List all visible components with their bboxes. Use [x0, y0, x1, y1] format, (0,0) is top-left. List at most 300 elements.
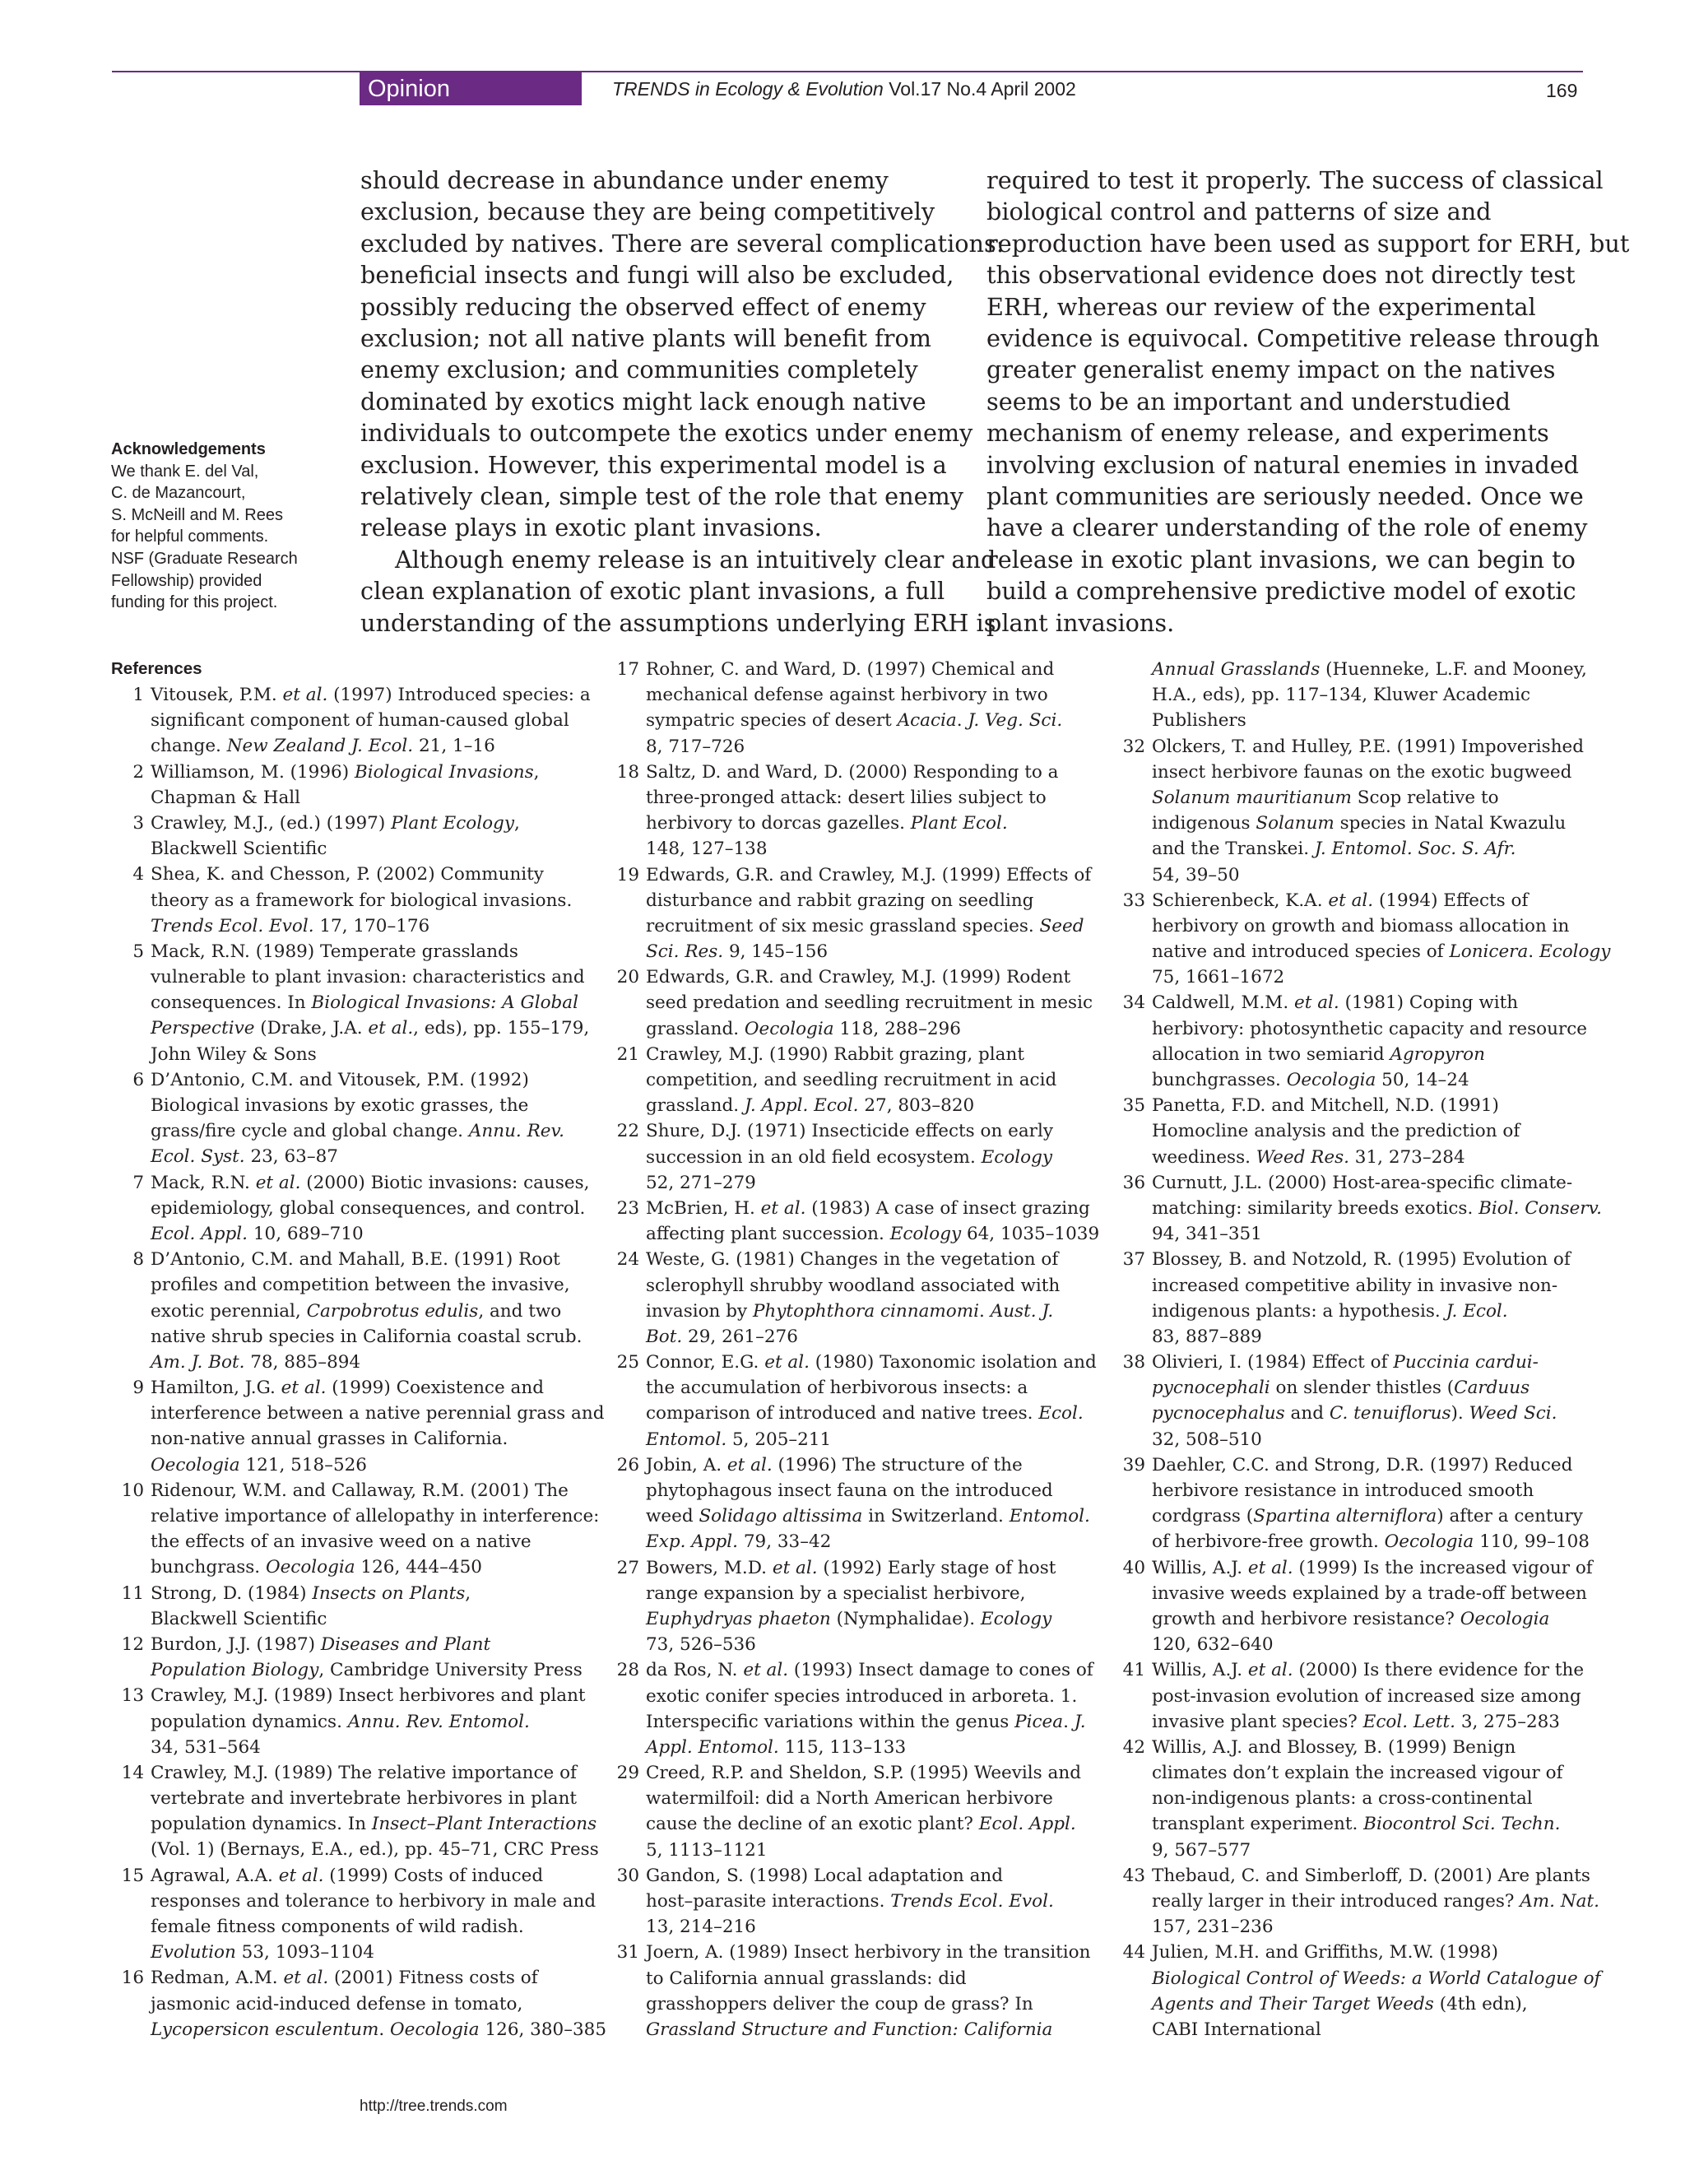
reference-text: bunchgrasses. Oecologia 50, 14–24: [1152, 1070, 1469, 1090]
reference-line: [613, 785, 1099, 811]
reference-text: host–parasite interactions. Trends Ecol. Evol.: [646, 1891, 1054, 1912]
reference-line: [1119, 1042, 1610, 1067]
reference-text: and the Transkei. J. Entomol. Soc. S. Afr.: [1152, 839, 1516, 860]
body-line: exclusion, because they are being competitively: [360, 197, 935, 226]
reference-line: [613, 1889, 1099, 1914]
reference-number: 4: [132, 864, 144, 885]
body-line: Although enemy release is an intuitively clear and: [395, 545, 996, 574]
reference-number: 20: [616, 967, 639, 988]
reference-text: jasmonic acid-induced defense in tomato,: [151, 1993, 523, 2014]
reference-line: [1119, 1427, 1610, 1452]
body-column-right: [986, 165, 1630, 639]
reference-text: Chapman & Hall: [151, 787, 301, 808]
reference-line: [613, 1606, 1099, 1632]
body-line: excluded by natives. There are several complications:: [360, 229, 1005, 258]
reference-text: sclerophyll shrubby woodland associated with: [646, 1275, 1061, 1296]
reference-line: [613, 2017, 1099, 2042]
journal-name: TRENDS in Ecology & Evolution: [612, 78, 884, 100]
reference-text: Annual Grasslands (Huenneke, L.F. and Mooney,: [1152, 659, 1587, 680]
reference-text: non-indigenous plants: a cross-continental: [1152, 1788, 1533, 1810]
reference-text: D’Antonio, C.M. and Vitousek, P.M. (1992): [151, 1069, 529, 1090]
reference-line: [111, 1940, 606, 1965]
reference-line: [1119, 862, 1610, 888]
references-column-3: [1119, 657, 1610, 2042]
reference-text: Vitousek, P.M. et al. (1997) Introduced species: a: [151, 685, 591, 705]
reference-line: [1119, 939, 1610, 964]
body-line: exclusion. However, this experimental model is a: [360, 450, 947, 479]
reference-text: significant component of human-caused global: [151, 710, 569, 732]
reference-line: [613, 1427, 1099, 1452]
reference-text: Burdon, J.J. (1987) Diseases and Plant: [151, 1633, 491, 1655]
reference-line: [111, 1221, 606, 1247]
reference-text: Schierenbeck, K.A. et al. (1994) Effects of: [1152, 890, 1529, 911]
reference-text: epidemiology, global consequences, and control.: [151, 1197, 586, 1219]
reference-text: relative importance of allelopathy in interference:: [151, 1506, 600, 1526]
reference-number: 35: [1122, 1095, 1145, 1117]
reference-text: Hamilton, J.G. et al. (1999) Coexistence and: [151, 1378, 544, 1399]
reference-text: 94, 341–351: [1152, 1224, 1262, 1245]
reference-line: [1119, 760, 1610, 785]
reference-text: grass/fire cycle and global change. Annu. Rev.: [151, 1121, 564, 1142]
reference-text: Olckers, T. and Hulley, P.E. (1991) Impoverished: [1152, 736, 1585, 757]
reference-number: 34: [1122, 992, 1145, 1014]
reference-line: [613, 1735, 1099, 1760]
reference-item: [613, 1940, 1099, 1965]
reference-item: [613, 1657, 1099, 1683]
reference-number: 22: [616, 1121, 639, 1142]
reference-text: invasion by Phytophthora cinnamomi. Aust. J.: [646, 1300, 1054, 1322]
body-line: possibly reducing the observed effect of enemy: [360, 292, 926, 321]
reference-text: Agents and Their Target Weeds (4th edn),: [1152, 1993, 1528, 2014]
reference-line: [613, 1709, 1099, 1735]
reference-line: [613, 1478, 1099, 1503]
reference-line: [1119, 1966, 1610, 1991]
reference-item: [613, 1452, 1099, 1478]
reference-number: 2: [132, 761, 144, 783]
reference-line: [613, 1503, 1099, 1529]
reference-item: [1119, 1555, 1610, 1581]
reference-text: cordgrass (Spartina alterniflora) after a century: [1152, 1506, 1583, 1527]
reference-line: [1119, 1991, 1610, 2017]
reference-number: 16: [121, 1968, 144, 1989]
reference-line: [111, 1709, 606, 1735]
reference-text: exotic conifer species introduced in arboreta. 1.: [646, 1685, 1078, 1707]
reference-text: Am. J. Bot. 78, 885–894: [151, 1351, 361, 1373]
reference-text: herbivore resistance in introduced smooth: [1152, 1480, 1534, 1501]
reference-text: Panetta, F.D. and Mitchell, N.D. (1991): [1152, 1095, 1499, 1117]
reference-text: Williamson, M. (1996) Biological Invasions,: [151, 761, 540, 783]
body-line: reproduction have been used as support for ERH, but: [986, 229, 1630, 258]
reference-text: (Vol. 1) (Bernays, E.A., ed.), pp. 45–71, CRC Press: [151, 1839, 599, 1861]
reference-line: [613, 990, 1099, 1015]
reference-text: change. New Zealand J. Ecol. 21, 1–16: [151, 736, 495, 757]
reference-text: CABI International: [1152, 2019, 1321, 2040]
reference-number: 21: [616, 1043, 639, 1065]
acknowledgements-line: We thank E. del Val,: [111, 462, 259, 481]
reference-text: Blossey, B. and Notzold, R. (1995) Evolution of: [1152, 1249, 1571, 1271]
reference-line: [1119, 1811, 1610, 1837]
reference-number: 31: [616, 1942, 639, 1963]
reference-text: 148, 127–138: [646, 839, 768, 860]
body-line: greater generalist enemy impact on the natives: [986, 355, 1556, 384]
reference-item: [1119, 734, 1610, 760]
reference-line: [111, 1272, 606, 1298]
reference-text: range expansion by a specialist herbivore,: [646, 1582, 1026, 1604]
reference-text: 13, 214–216: [646, 1917, 756, 1938]
reference-line: [613, 1067, 1099, 1093]
reference-line: [111, 1735, 606, 1760]
reference-item: [111, 760, 606, 785]
reference-line: [613, 913, 1099, 939]
section-tag: Opinion: [360, 72, 582, 105]
reference-line: [1119, 1273, 1610, 1299]
reference-text: Edwards, G.R. and Crawley, M.J. (1999) Rodent: [646, 967, 1071, 988]
reference-text: profiles and competition between the invasive,: [151, 1275, 570, 1296]
reference-line: [613, 1093, 1099, 1118]
footer-url: http://tree.trends.com: [360, 2098, 508, 2115]
reference-text: Oecologia 121, 518–526: [151, 1454, 367, 1475]
reference-number: 38: [1122, 1352, 1145, 1373]
reference-line: [1119, 1016, 1610, 1042]
reference-text: bunchgrass. Oecologia 126, 444–450: [151, 1557, 482, 1578]
body-line: mechanism of enemy release, and experiments: [986, 419, 1549, 448]
reference-number: 8: [132, 1249, 144, 1271]
reference-line: [1119, 1118, 1610, 1144]
reference-text: herbivory: photosynthetic capacity and resource: [1152, 1018, 1587, 1039]
reference-text: indigenous Solanum species in Natal Kwazulu: [1152, 813, 1567, 834]
reference-text: Willis, A.J. et al. (1999) Is the increased vigour of: [1152, 1557, 1593, 1578]
reference-text: climates don’t explain the increased vigour of: [1152, 1763, 1563, 1784]
reference-text: post-invasion evolution of increased size among: [1152, 1685, 1581, 1707]
body-line: release plays in exotic plant invasions.: [360, 513, 822, 542]
reference-text: Redman, A.M. et al. (2001) Fitness costs of: [151, 1968, 538, 1989]
reference-line: [111, 1657, 606, 1683]
reference-line: [1119, 1401, 1610, 1426]
reference-line: [613, 1299, 1099, 1324]
reference-text: 120, 632–640: [1152, 1634, 1274, 1656]
reference-text: insect herbivore faunas on the exotic bugweed: [1152, 761, 1572, 783]
reference-text: herbivory to dorcas gazelles. Plant Ecol.: [646, 813, 1008, 834]
reference-text: Weste, G. (1981) Changes in the vegetation of: [646, 1249, 1059, 1271]
reference-line: [613, 1375, 1099, 1401]
reference-item: [111, 1581, 606, 1606]
acknowledgements-heading: Acknowledgements: [111, 440, 266, 458]
reference-number: 5: [132, 941, 144, 962]
reference-item: [613, 964, 1099, 990]
reference-item: [1119, 1170, 1610, 1196]
reference-number: 19: [616, 864, 639, 885]
body-line: plant communities are seriously needed. Once we: [986, 482, 1584, 511]
reference-line: [1119, 1196, 1610, 1221]
reference-text: affecting plant succession. Ecology 64, 1035–1039: [646, 1224, 1100, 1245]
reference-line: [613, 734, 1099, 760]
reference-text: really larger in their introduced ranges? Am. Nat.: [1152, 1891, 1599, 1912]
reference-line: [1119, 1299, 1610, 1324]
reference-line: [613, 1401, 1099, 1426]
acknowledgements-line: C. de Mazancourt,: [111, 484, 246, 503]
reference-text: invasive weeds explained by a trade-off between: [1152, 1582, 1587, 1604]
reference-line: [1119, 1684, 1610, 1709]
reference-item: [111, 1170, 606, 1196]
reference-item: [613, 1196, 1099, 1221]
reference-text: 75, 1661–1672: [1152, 967, 1285, 988]
reference-text: herbivory on growth and biomass allocation in: [1152, 915, 1570, 936]
reference-number: 15: [121, 1865, 144, 1886]
body-line: relatively clean, simple test of the role that enemy: [360, 482, 963, 511]
reference-number: 39: [1122, 1454, 1145, 1475]
reference-text: mechanical defense against herbivory in two: [646, 685, 1048, 706]
reference-text: 54, 39–50: [1152, 864, 1240, 885]
reference-text: Biological invasions by exotic grasses, the: [151, 1095, 529, 1116]
reference-text: Entomol. 5, 205–211: [646, 1429, 832, 1450]
reference-line: [111, 1786, 606, 1811]
reference-line: [613, 1838, 1099, 1863]
reference-number: 24: [616, 1249, 639, 1271]
reference-item: [613, 1042, 1099, 1067]
header-rule: [112, 71, 1583, 72]
reference-item: [613, 1247, 1099, 1272]
reference-line: [613, 1786, 1099, 1811]
reference-text: Grassland Structure and Function: California: [646, 2019, 1053, 2040]
reference-text: female fitness components of wild radish.: [151, 1917, 524, 1937]
reference-text: Caldwell, M.M. et al. (1981) Coping with: [1152, 992, 1519, 1014]
reference-item: [613, 760, 1099, 785]
reference-text: pycnocephali on slender thistles (Carduus: [1152, 1378, 1530, 1399]
acknowledgements-line: NSF (Graduate Research: [111, 549, 298, 568]
body-line: this observational evidence does not directly test: [986, 261, 1576, 290]
reference-number: 37: [1122, 1249, 1145, 1271]
reference-text: pycnocephalus and C. tenuiflorus). Weed Sci.: [1152, 1403, 1557, 1424]
reference-line: [1119, 1529, 1610, 1554]
reference-text: the effects of an invasive weed on a native: [151, 1531, 531, 1553]
reference-item: [111, 862, 606, 887]
reference-text: Homocline analysis and the prediction of: [1152, 1121, 1520, 1142]
page-number: 169: [1546, 80, 1578, 101]
reference-text: native shrub species in California coastal scrub.: [151, 1326, 583, 1347]
reference-line: [111, 1811, 606, 1837]
reference-text: Creed, R.P. and Sheldon, S.P. (1995) Weevils and: [646, 1763, 1081, 1784]
reference-text: Saltz, D. and Ward, D. (2000) Responding to a: [646, 761, 1059, 783]
reference-text: weediness. Weed Res. 31, 273–284: [1152, 1146, 1465, 1168]
acknowledgements-line: Fellowship) provided: [111, 571, 262, 590]
reference-line: [111, 1452, 606, 1478]
reference-text: competition, and seedling recruitment in acid: [646, 1070, 1057, 1090]
reference-text: Ecol. Appl. 10, 689–710: [151, 1223, 364, 1244]
reference-number: 1: [132, 685, 144, 705]
reference-line: [111, 1118, 606, 1144]
reference-text: Trends Ecol. Evol. 17, 170–176: [151, 915, 430, 936]
reference-line: [111, 1401, 606, 1426]
reference-text: Edwards, G.R. and Crawley, M.J. (1999) Effects of: [646, 864, 1092, 885]
reference-item: [1119, 1863, 1610, 1889]
reference-number: 23: [616, 1197, 639, 1219]
journal-issue: Vol.17 No.4 April 2002: [889, 78, 1076, 100]
reference-line: [111, 1426, 606, 1452]
reference-line: [613, 836, 1099, 862]
reference-text: 5, 1113–1121: [646, 1839, 768, 1861]
body-line: clean explanation of exotic plant invasions, a full: [360, 577, 945, 606]
reference-line: [613, 1273, 1099, 1299]
body-line: required to test it properly. The success of classical: [986, 166, 1604, 194]
reference-item: [111, 1247, 606, 1272]
reference-text: invasive plant species? Ecol. Lett. 3, 275–283: [1152, 1711, 1560, 1732]
reference-text: 52, 271–279: [646, 1172, 756, 1193]
reference-text: grassland. J. Appl. Ecol. 27, 803–820: [646, 1095, 975, 1117]
body-line: build a comprehensive predictive model of exotic: [986, 577, 1576, 606]
reference-number: 27: [616, 1557, 639, 1578]
reference-line: [1119, 785, 1610, 811]
reference-line: [1119, 1606, 1610, 1632]
reference-text: Exp. Appl. 79, 33–42: [646, 1531, 832, 1553]
reference-line: [111, 913, 606, 939]
journal-header: [612, 76, 1076, 102]
reference-line: [111, 1889, 606, 1914]
reference-line: [1119, 1375, 1610, 1401]
reference-text: interference between a native perennial grass and: [151, 1403, 605, 1424]
reference-line: [111, 1042, 606, 1067]
reference-item: [111, 1067, 606, 1093]
reference-item: [1119, 1247, 1610, 1272]
reference-text: recruitment of six mesic grassland species. Seed: [646, 915, 1084, 936]
reference-text: McBrien, H. et al. (1983) A case of insect grazing: [646, 1197, 1090, 1219]
body-line: individuals to outcompete the exotics under enemy: [360, 419, 973, 448]
reference-item: [613, 1760, 1099, 1786]
reference-line: [613, 1221, 1099, 1247]
reference-number: 9: [132, 1378, 144, 1399]
reference-text: Interspecific variations within the genus Picea. J.: [646, 1711, 1086, 1732]
reference-line: [1119, 1914, 1610, 1940]
reference-text: Curnutt, J.L. (2000) Host-area-specific climate-: [1152, 1172, 1573, 1193]
reference-text: Perspective (Drake, J.A. et al., eds), pp. 155–179,: [151, 1018, 590, 1039]
reference-line: [1119, 682, 1610, 708]
reference-line: [1119, 913, 1610, 939]
reference-number: 30: [616, 1865, 639, 1886]
reference-text: Crawley, M.J. (1989) The relative importance of: [151, 1762, 578, 1783]
reference-text: Joern, A. (1989) Insect herbivory in the transition: [646, 1942, 1091, 1963]
reference-line: [613, 708, 1099, 733]
reference-item: [111, 1375, 606, 1401]
reference-text: Bowers, M.D. et al. (1992) Early stage of host: [646, 1557, 1056, 1578]
reference-text: Mack, R.N. (1989) Temperate grasslands: [151, 941, 518, 962]
reference-number: 28: [616, 1660, 639, 1681]
reference-text: disturbance and rabbit grazing on seedling: [646, 890, 1034, 911]
reference-line: [111, 708, 606, 733]
acknowledgements-line: for helpful comments.: [111, 527, 269, 546]
reference-line: [1119, 1145, 1610, 1170]
reference-line: [1119, 657, 1610, 682]
reference-item: [1119, 1093, 1610, 1118]
reference-text: allocation in two semiarid Agropyron: [1152, 1043, 1485, 1065]
reference-line: [111, 888, 606, 913]
reference-text: succession in an old field ecosystem. Ecology: [646, 1146, 1053, 1168]
reference-text: John Wiley & Sons: [151, 1043, 317, 1065]
body-line: should decrease in abundance under enemy: [360, 166, 889, 194]
reference-text: Blackwell Scientific: [151, 839, 327, 860]
reference-item: [1119, 888, 1610, 913]
reference-text: seed predation and seedling recruitment in mesic: [646, 992, 1093, 1014]
reference-text: non-native annual grasses in California.: [151, 1429, 508, 1450]
reference-text: sympatric species of desert Acacia. J. Veg. Sci.: [646, 710, 1063, 732]
reference-line: [1119, 1478, 1610, 1503]
reference-line: [1119, 836, 1610, 862]
reference-line: [1119, 708, 1610, 733]
reference-line: [613, 811, 1099, 836]
reference-text: responses and tolerance to herbivory in male and: [151, 1890, 596, 1912]
reference-text: three-pronged attack: desert lilies subject to: [646, 787, 1047, 808]
reference-number: 32: [1122, 736, 1145, 757]
reference-number: 11: [121, 1582, 144, 1604]
reference-text: Willis, A.J. et al. (2000) Is there evidence for the: [1152, 1660, 1585, 1681]
reference-line: [1119, 1838, 1610, 1863]
reference-text: 83, 887–889: [1152, 1326, 1262, 1347]
reference-text: matching: similarity breeds exotics. Biol. Conserv.: [1152, 1197, 1602, 1219]
reference-item: [111, 1760, 606, 1786]
reference-text: Biological Control of Weeds: a World Catalogue of: [1152, 1968, 1601, 1989]
reference-text: Bot. 29, 261–276: [646, 1326, 798, 1347]
reference-number: 29: [616, 1763, 639, 1784]
reference-text: Ridenour, W.M. and Callaway, R.M. (2001) The: [151, 1480, 569, 1501]
reference-line: [613, 682, 1099, 708]
reference-line: [111, 1503, 606, 1529]
reference-line: [111, 1299, 606, 1324]
reference-line: [613, 939, 1099, 964]
body-column-left: [360, 165, 1005, 639]
reference-item: [613, 1118, 1099, 1144]
reference-number: 43: [1122, 1865, 1145, 1886]
reference-text: da Ros, N. et al. (1993) Insect damage to cones of: [646, 1660, 1093, 1681]
reference-text: indigenous plants: a hypothesis. J. Ecol.: [1152, 1300, 1508, 1322]
reference-text: 32, 508–510: [1152, 1429, 1262, 1450]
reference-text: Jobin, A. et al. (1996) The structure of the: [646, 1454, 1023, 1475]
reference-line: [1119, 1632, 1610, 1657]
reference-line: [613, 1529, 1099, 1554]
reference-line: [613, 1914, 1099, 1940]
reference-text: 9, 567–577: [1152, 1839, 1251, 1861]
reference-text: 8, 717–726: [646, 736, 745, 757]
reference-line: [111, 964, 606, 990]
reference-line: [1119, 1503, 1610, 1529]
reference-text: to California annual grasslands: did: [646, 1968, 967, 1989]
reference-number: 7: [132, 1172, 144, 1193]
body-line: plant invasions.: [986, 608, 1175, 637]
reference-line: [111, 1350, 606, 1375]
reference-item: [613, 862, 1099, 888]
reference-text: Daehler, C.C. and Strong, D.R. (1997) Reduced: [1152, 1454, 1573, 1475]
reference-text: Thebaud, C. and Simberloff, D. (2001) Are plants: [1152, 1865, 1590, 1886]
reference-number: 18: [616, 761, 639, 783]
acknowledgements: [111, 439, 350, 614]
reference-text: Solanum mauritianum Scop relative to: [1152, 787, 1499, 808]
reference-text: 34, 531–564: [151, 1736, 261, 1758]
reference-text: population dynamics. In Insect–Plant Interactions: [151, 1814, 597, 1835]
reference-text: Euphydryas phaeton (Nymphalidae). Ecology: [646, 1608, 1052, 1629]
reference-text: 157, 231–236: [1152, 1917, 1274, 1938]
reference-item: [1119, 990, 1610, 1015]
reference-line: [1119, 1889, 1610, 1914]
reference-item: [111, 1863, 606, 1889]
reference-text: cause the decline of an exotic plant? Ecol. Appl.: [646, 1814, 1076, 1835]
body-line: seems to be an important and understudied: [986, 387, 1511, 416]
reference-text: Appl. Entomol. 115, 113–133: [646, 1736, 907, 1758]
reference-line: [1119, 964, 1610, 990]
reference-line: [1119, 1221, 1610, 1247]
reference-item: [1119, 1940, 1610, 1965]
reference-number: 25: [616, 1352, 639, 1373]
reference-number: 14: [121, 1762, 144, 1783]
reference-text: native and introduced species of Lonicera. Ecology: [1152, 941, 1611, 963]
reference-text: phytophagous insect fauna on the introduced: [646, 1480, 1053, 1501]
acknowledgements-text: [111, 461, 350, 614]
